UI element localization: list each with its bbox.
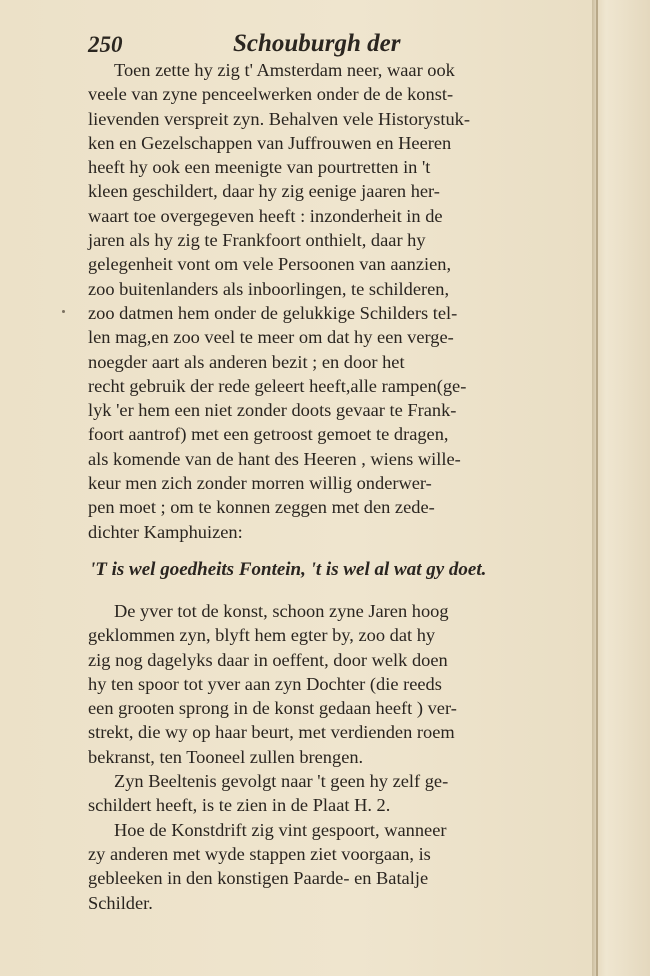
text-line: dichter Kamphuizen:: [88, 521, 243, 542]
text-line: zoo datmen hem onder de gelukkige Schilders tel-: [88, 302, 458, 323]
text-line: gelegenheit vont om vele Persoonen van aanzien,: [88, 254, 452, 275]
text-line: zig nog dagelyks daar in oeffent, door welk doen: [88, 649, 448, 670]
margin-mark: [62, 310, 65, 313]
text-line: heeft hy ook een meenigte van pourtretten in 't: [88, 157, 431, 178]
text-line: strekt, die wy op haar beurt, met verdienden roem: [88, 722, 455, 743]
text-line: jaren als hy zig te Frankfoort onthielt, daar hy: [88, 230, 426, 251]
text-line: ken en Gezelschappen van Juffrouwen en Heeren: [88, 132, 452, 153]
text-line: noegder aart als anderen bezit ; en door het: [88, 351, 405, 372]
text-line: recht gebruik der rede geleert heeft,alle rampen(ge-: [88, 375, 467, 396]
text-line: lievenden verspreit zyn. Behalven vele Historystuk-: [88, 108, 471, 129]
text-line: Hoe de Konstdrift zig vint gespoort, wanneer: [114, 819, 447, 840]
text-line: foort aantrof) met een getroost gemoet te dragen,: [88, 424, 449, 445]
text-line: bekranst, ten Tooneel zullen brengen.: [88, 746, 364, 767]
text-line: Zyn Beeltenis gevolgt naar 't geen hy zelf ge-: [114, 771, 449, 792]
text-line: zy anderen met wyde stappen ziet voorgaan, is: [88, 843, 431, 864]
text-line: lyk 'er hem een niet zonder doots gevaar te Frank-: [88, 400, 457, 421]
text-line: een grooten sprong in de konst gedaan heeft ) ver-: [88, 698, 457, 719]
page-number: 250: [88, 32, 123, 57]
text-line: waart toe overgegeven heeft : inzonderheit in de: [88, 205, 443, 226]
verse-quotation: 'T is wel goedheits Fontein, 't is wel al wat gy doet.: [90, 559, 487, 580]
text-line: Schilder.: [88, 892, 153, 913]
text-line: len mag,en zoo veel te meer om dat hy een verge-: [88, 327, 454, 348]
paragraph-1: [88, 58, 548, 544]
text-line: keur men zich zonder morren willig onderwer-: [88, 473, 432, 494]
text-line: De yver tot de konst, schoon zyne Jaren hoog: [114, 601, 449, 621]
text-line: Toen zette hy zig t' Amsterdam neer, waar ook: [114, 60, 455, 80]
text-line: schildert heeft, is te zien in de Plaat H. 2.: [88, 795, 391, 816]
paragraph-2: [88, 599, 548, 915]
binding-edge: [596, 0, 598, 976]
page-gutter: [592, 0, 650, 976]
running-title: Schouburgh der: [233, 30, 401, 57]
text-line: pen moet ; om te konnen zeggen met den zede-: [88, 497, 435, 518]
text-line: hy ten spoor tot yver aan zyn Dochter (die reeds: [88, 673, 442, 694]
page-header: [88, 30, 548, 60]
text-line: zoo buitenlanders als inboorlingen, te schilderen,: [88, 278, 450, 299]
text-line: kleen geschildert, daar hy zig eenige jaaren her-: [88, 181, 440, 202]
text-line: geklommen zyn, blyft hem egter by, zoo dat hy: [88, 625, 436, 646]
text-line: als komende van de hant des Heeren , wiens wille-: [88, 448, 461, 469]
text-line: gebleeken in den konstigen Paarde- en Batalje: [88, 868, 429, 889]
text-line: veele van zyne penceelwerken onder de de konst-: [88, 84, 454, 105]
